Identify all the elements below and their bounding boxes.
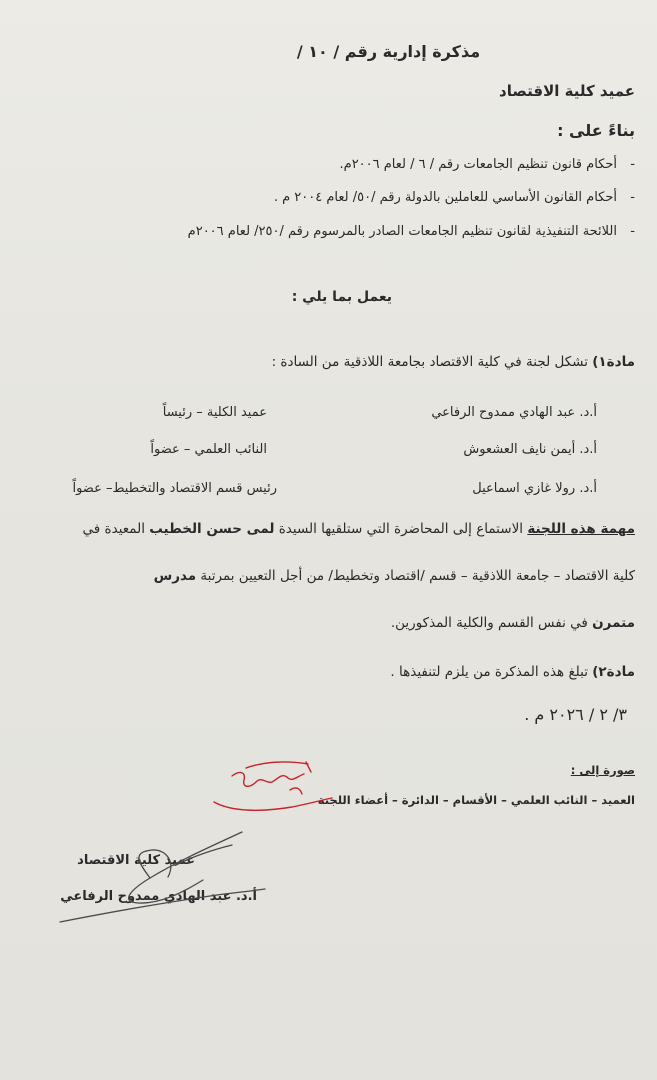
signature-scribble <box>60 832 265 922</box>
memo-title: مذكرة إدارية رقم / ١٠ / <box>296 42 481 61</box>
task-line-3-text: في نفس القسم والكلية المذكورين. <box>390 615 588 631</box>
committee-role-1: عميد الكلية – رئيساً <box>162 405 267 420</box>
reference-item-3: اللائحة التنفيذية لقانون تنظيم الجامعات الصادر بالمرسوم رقم /٢٥٠/ لعام ٢٠٠٦م <box>187 224 617 239</box>
reference-bullet-2: - <box>630 190 635 205</box>
task-line-3-bold: متمرن <box>592 615 635 631</box>
handwritten-note-red <box>214 762 332 810</box>
reference-item-2: أحكام القانون الأساسي للعاملين بالدولة رقم /٥٠/ لعام ٢٠٠٤ م . <box>273 190 617 205</box>
task-rank: مدرس <box>153 568 197 584</box>
task-person: لمى حسن الخطيب <box>149 521 275 537</box>
committee-name-2: أ.د. أيمن نايف العشعوش <box>463 442 597 457</box>
memo-date: ٣/ ٢ / ٢٠٢٦ م . <box>524 705 627 724</box>
article-2-label: مادة٢) <box>592 664 635 680</box>
task-text-1: الاستماع إلى المحاضرة التي ستلقيها السيدة <box>278 521 524 537</box>
task-text-2: المعيدة في <box>82 521 145 537</box>
committee-name-1: أ.د. عبد الهادي ممدوح الرفاعي <box>431 405 597 420</box>
reference-item-1: أحكام قانون تنظيم الجامعات رقم / ٦ / لعام ٢٠٠٦م. <box>339 157 617 172</box>
reference-bullet-3: - <box>630 224 635 239</box>
task-line-2-text: كلية الاقتصاد – جامعة اللاذقية – قسم /اقتصاد وتخطيط/ من أجل التعيين بمرتبة <box>200 568 635 584</box>
copy-to-label: صورة إلى : <box>570 763 635 777</box>
signature-title: عميد كلية الاقتصاد <box>77 853 195 868</box>
reference-bullet-1: - <box>630 157 635 172</box>
based-on-heading: بناءً على : <box>557 121 635 140</box>
issuer: عميد كلية الاقتصاد <box>499 82 635 100</box>
committee-name-3: أ.د. رولا غازي اسماعيل <box>472 481 597 496</box>
committee-role-2: النائب العلمي – عضواً <box>150 442 267 457</box>
task-label: مهمة هذه اللجنة <box>527 521 635 537</box>
signature-name: أ.د. عبد الهادي ممدوح الرفاعي <box>60 889 257 904</box>
decides-heading: يعمل بما يلي : <box>291 289 392 305</box>
article-1-text: تشكل لجنة في كلية الاقتصاد بجامعة اللاذقية من السادة : <box>271 354 588 370</box>
article-1-label: مادة١) <box>592 354 635 370</box>
article-2-text: تبلغ هذه المذكرة من يلزم لتنفيذها . <box>390 664 588 680</box>
copy-to-list: العميد – النائب العلمي – الأقسام – الدائرة – أعضاء اللجنة <box>317 793 635 807</box>
committee-role-3: رئيس قسم الاقتصاد والتخطيط– عضواً <box>72 481 277 496</box>
